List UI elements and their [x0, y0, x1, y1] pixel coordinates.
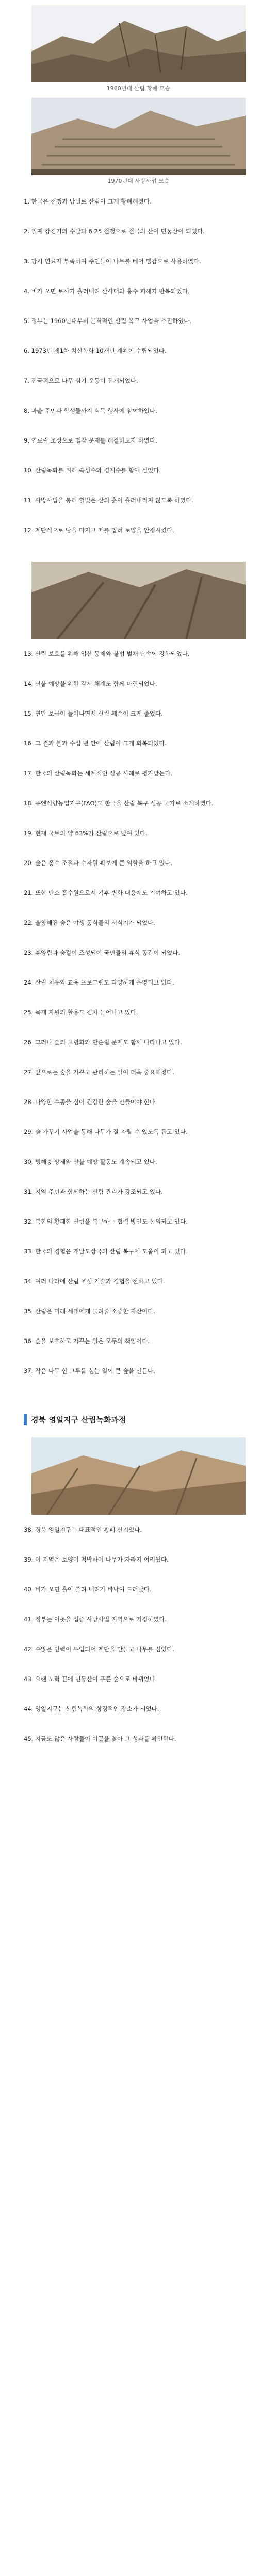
bare-mountain-photo — [31, 5, 246, 82]
paragraph: 37. 작은 나무 한 그루를 심는 일이 큰 숲을 만든다. — [24, 1367, 155, 1375]
paragraph: 15. 연탄 보급이 늘어나면서 산림 훼손이 크게 줄었다. — [24, 710, 163, 717]
paragraph: 36. 숲을 보호하고 가꾸는 일은 모두의 책임이다. — [24, 1337, 150, 1345]
paragraph: 19. 현재 국토의 약 63%가 산림으로 덮여 있다. — [24, 829, 148, 837]
paragraph: 41. 정부는 이곳을 집중 사방사업 지역으로 지정하였다. — [24, 1616, 167, 1623]
paragraph: 42. 수많은 인력이 투입되어 계단을 만들고 나무를 심었다. — [24, 1646, 174, 1653]
barren-slope-photo — [31, 562, 246, 639]
paragraph: 34. 여러 나라에 산림 조성 기술과 경험을 전하고 있다. — [24, 1278, 165, 1285]
paragraph: 33. 한국의 경험은 개발도상국의 산림 복구에 도움이 되고 있다. — [24, 1248, 188, 1255]
paragraph: 9. 연료림 조성으로 땔감 문제를 해결하고자 하였다. — [24, 437, 157, 444]
paragraph: 44. 영일지구는 산림녹화의 상징적인 장소가 되었다. — [24, 1705, 159, 1713]
paragraph: 40. 비가 오면 흙이 쓸려 내려가 바닥이 드러났다. — [24, 1586, 152, 1593]
paragraph: 23. 휴양림과 숲길이 조성되어 국민들의 휴식 공간이 되었다. — [24, 949, 181, 956]
paragraph: 5. 정부는 1960년대부터 본격적인 산림 복구 사업을 추진하였다. — [24, 317, 191, 325]
paragraph: 10. 산림녹화를 위해 속성수와 경제수를 함께 심었다. — [24, 467, 161, 474]
section-heading-text: 경북 영일지구 산림녹화과정 — [31, 1415, 126, 1425]
paragraph: 18. 유엔식량농업기구(FAO)도 한국을 산림 복구 성공 국가로 소개하였다. — [24, 800, 214, 807]
photo-caption: 1970년대 사방사업 모습 — [107, 178, 170, 184]
paragraph: 16. 그 결과 불과 수십 년 만에 산림이 크게 회복되었다. — [24, 740, 167, 747]
paragraph: 31. 지역 주민과 함께하는 산림 관리가 강조되고 있다. — [24, 1188, 163, 1195]
paragraph: 1. 한국은 전쟁과 남벌로 산림이 크게 황폐해졌다. — [24, 198, 152, 205]
paragraph: 20. 숲은 홍수 조절과 수자원 확보에 큰 역할을 하고 있다. — [24, 859, 173, 867]
paragraph: 43. 오랜 노력 끝에 민둥산이 푸른 숲으로 바뀌었다. — [24, 1675, 157, 1683]
paragraph: 25. 목재 자원의 활용도 점차 늘어나고 있다. — [24, 1009, 138, 1016]
paragraph: 3. 당시 연료가 부족하여 주민들이 나무를 베어 땔감으로 사용하였다. — [24, 258, 201, 265]
paragraph: 11. 사방사업을 통해 헐벗은 산의 흙이 흘러내리지 않도록 하였다. — [24, 497, 193, 504]
photo-caption: 1960년대 산림 황폐 모습 — [106, 85, 171, 92]
paragraph: 29. 숲 가꾸기 사업을 통해 나무가 잘 자랄 수 있도록 돕고 있다. — [24, 1128, 188, 1136]
paragraph: 28. 다양한 수종을 심어 건강한 숲을 만들어야 한다. — [24, 1098, 157, 1106]
paragraph: 30. 병해충 방제와 산불 예방 활동도 계속되고 있다. — [24, 1158, 157, 1165]
paragraph: 38. 경북 영일지구는 대표적인 황폐 산지였다. — [24, 1526, 142, 1533]
paragraph: 2. 일제 강점기의 수탈과 6·25 전쟁으로 전국의 산이 민둥산이 되었다. — [24, 228, 205, 235]
erosion-control-photo — [31, 98, 246, 175]
section-heading — [24, 1412, 254, 1427]
restored-forest-photo — [31, 1437, 246, 1515]
paragraph: 13. 산림 보호를 위해 입산 통제와 불법 벌채 단속이 강화되었다. — [24, 650, 190, 657]
paragraph: 21. 또한 탄소 흡수원으로서 기후 변화 대응에도 기여하고 있다. — [24, 889, 188, 896]
paragraph: 24. 산림 치유와 교육 프로그램도 다양하게 운영되고 있다. — [24, 979, 174, 986]
paragraph: 26. 그러나 숲의 고령화와 단순림 문제도 함께 나타나고 있다. — [24, 1039, 182, 1046]
paragraph: 45. 지금도 많은 사람들이 이곳을 찾아 그 성과를 확인한다. — [24, 1735, 176, 1742]
paragraph: 7. 전국적으로 나무 심기 운동이 전개되었다. — [24, 377, 138, 384]
paragraph: 39. 이 지역은 토양이 척박하여 나무가 자라기 어려웠다. — [24, 1556, 169, 1563]
paragraph: 35. 산림은 미래 세대에게 물려줄 소중한 자산이다. — [24, 1308, 155, 1315]
heading-accent-bar — [24, 1414, 27, 1425]
paragraph: 17. 한국의 산림녹화는 세계적인 성공 사례로 평가받는다. — [24, 770, 173, 777]
paragraph: 22. 울창해진 숲은 야생 동식물의 서식지가 되었다. — [24, 919, 155, 926]
paragraph: 27. 앞으로는 숲을 가꾸고 관리하는 일이 더욱 중요해졌다. — [24, 1069, 174, 1076]
paragraph: 4. 비가 오면 토사가 흘러내려 산사태와 홍수 피해가 반복되었다. — [24, 287, 190, 295]
paragraph: 12. 계단식으로 땅을 다지고 떼를 입혀 토양을 안정시켰다. — [24, 527, 174, 534]
paragraph: 6. 1973년 제1차 치산녹화 10개년 계획이 수립되었다. — [24, 347, 167, 354]
paragraph: 8. 마을 주민과 학생들까지 식목 행사에 참여하였다. — [24, 407, 157, 414]
paragraph: 14. 산불 예방을 위한 감시 체계도 함께 마련되었다. — [24, 680, 157, 687]
paragraph: 32. 북한의 황폐한 산림을 복구하는 협력 방안도 논의되고 있다. — [24, 1218, 188, 1225]
